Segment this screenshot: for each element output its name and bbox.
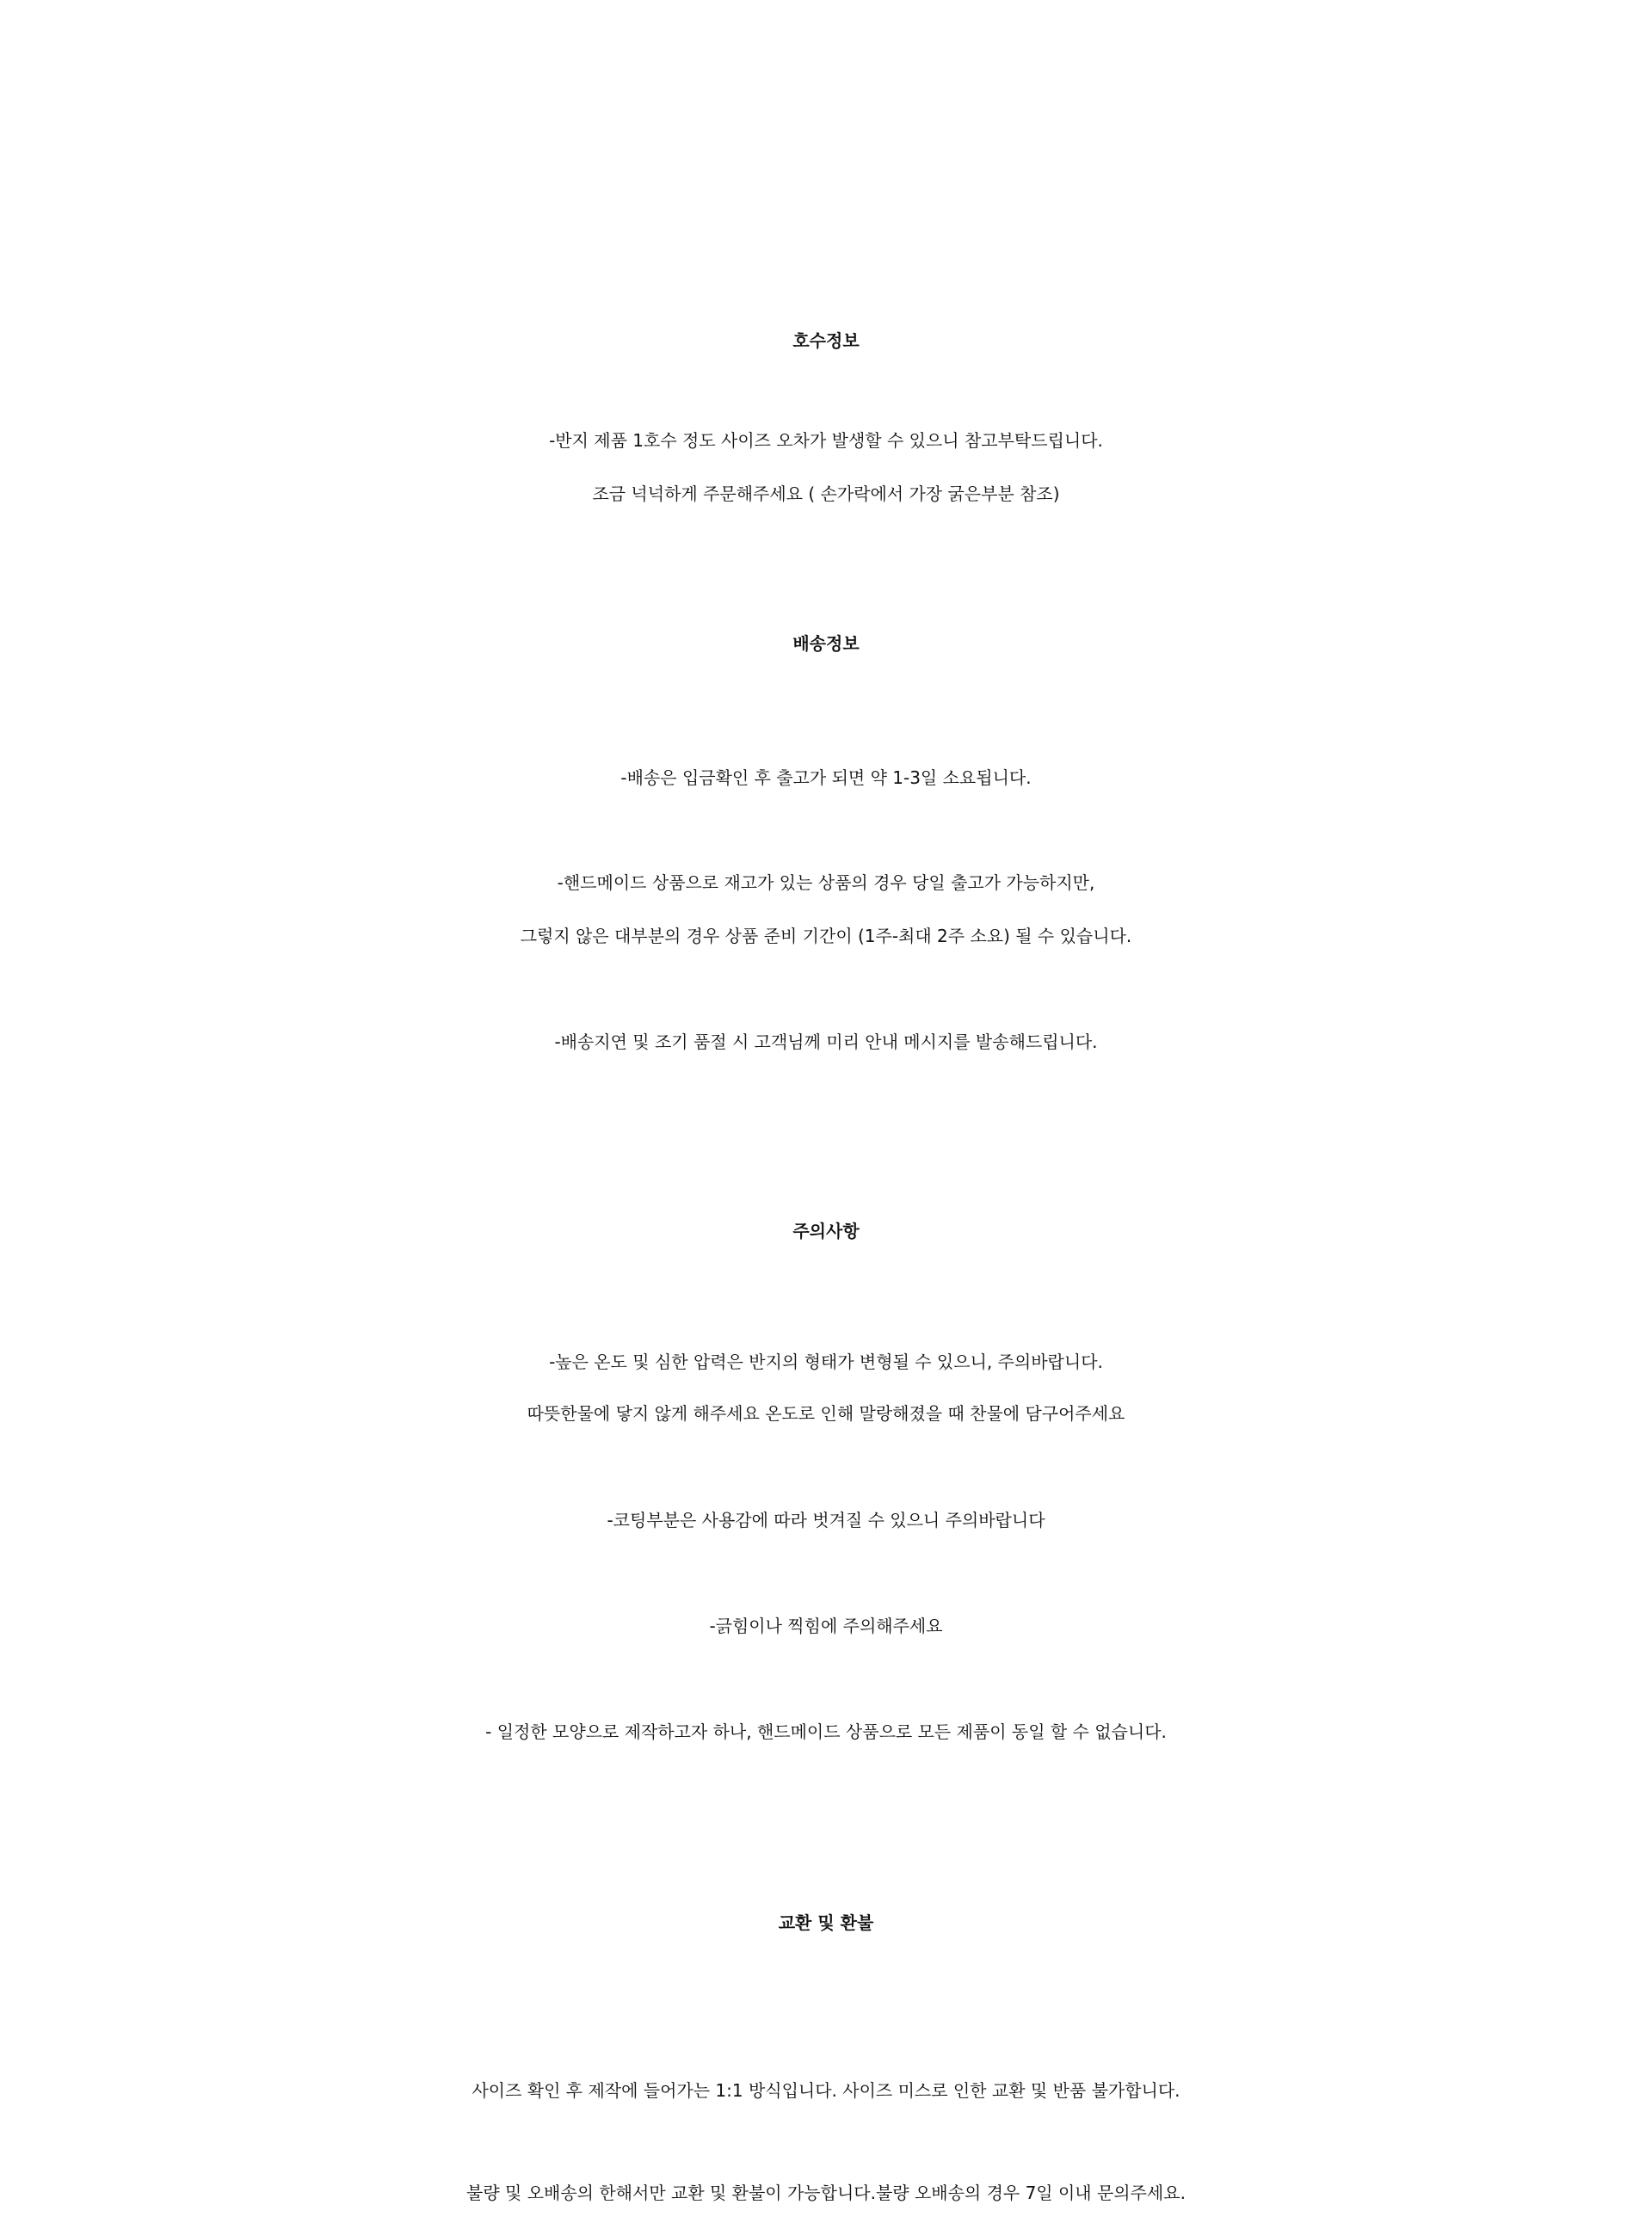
shipping-info-line-4: -배송지연 및 조기 품절 시 고객님께 미리 안내 메시지를 발송해드립니다. [554,1031,1098,1052]
cautions-line-3: -코팅부분은 사용감에 따라 벗겨질 수 있으니 주의바랍니다 [607,1510,1045,1530]
shipping-info-line-2: -핸드메이드 상품으로 재고가 있는 상품의 경우 당일 출고가 가능하지만, [557,872,1095,893]
size-info-line-2: 조금 넉넉하게 주문해주세요 ( 손가락에서 가장 굵은부분 참조) [592,483,1060,504]
shipping-info-line-3: 그렇지 않은 대부분의 경우 상품 준비 기간이 (1주-최대 2주 소요) 될 수 있습니다. [520,926,1132,946]
section-title-exchange-refund: 교환 및 환불 [778,1912,874,1933]
section-title-cautions: 주의사항 [792,1221,860,1241]
exchange-refund-line-1: 사이즈 확인 후 제작에 들어가는 1:1 방식입니다. 사이즈 미스로 인한 교환 및 반품 불가합니다. [472,2080,1180,2101]
shipping-info-line-1: -배송은 입금확인 후 출고가 되면 약 1-3일 소요됩니다. [620,767,1032,788]
cautions-line-4: -긁힘이나 찍힘에 주의해주세요 [709,1616,943,1636]
cautions-line-1: -높은 온도 및 심한 압력은 반지의 형태가 변형될 수 있으니, 주의바랍니다. [549,1352,1103,1372]
exchange-refund-line-2: 불량 및 오배송의 한해서만 교환 및 환불이 가능합니다.불량 오배송의 경우 7일 이내 문의주세요. [466,2183,1186,2203]
size-info-line-1: -반지 제품 1호수 정도 사이즈 오차가 발생할 수 있으니 참고부탁드립니다. [549,430,1103,451]
cautions-line-2: 따뜻한물에 닿지 않게 해주세요 온도로 인해 말랑해졌을 때 찬물에 담구어주세요 [527,1403,1125,1424]
cautions-line-5: - 일정한 모양으로 제작하고자 하나, 핸드메이드 상품으로 모든 제품이 동일 할 수 없습니다. [485,1721,1167,1742]
section-title-size-info: 호수정보 [792,330,860,351]
section-title-shipping-info: 배송정보 [792,633,860,654]
